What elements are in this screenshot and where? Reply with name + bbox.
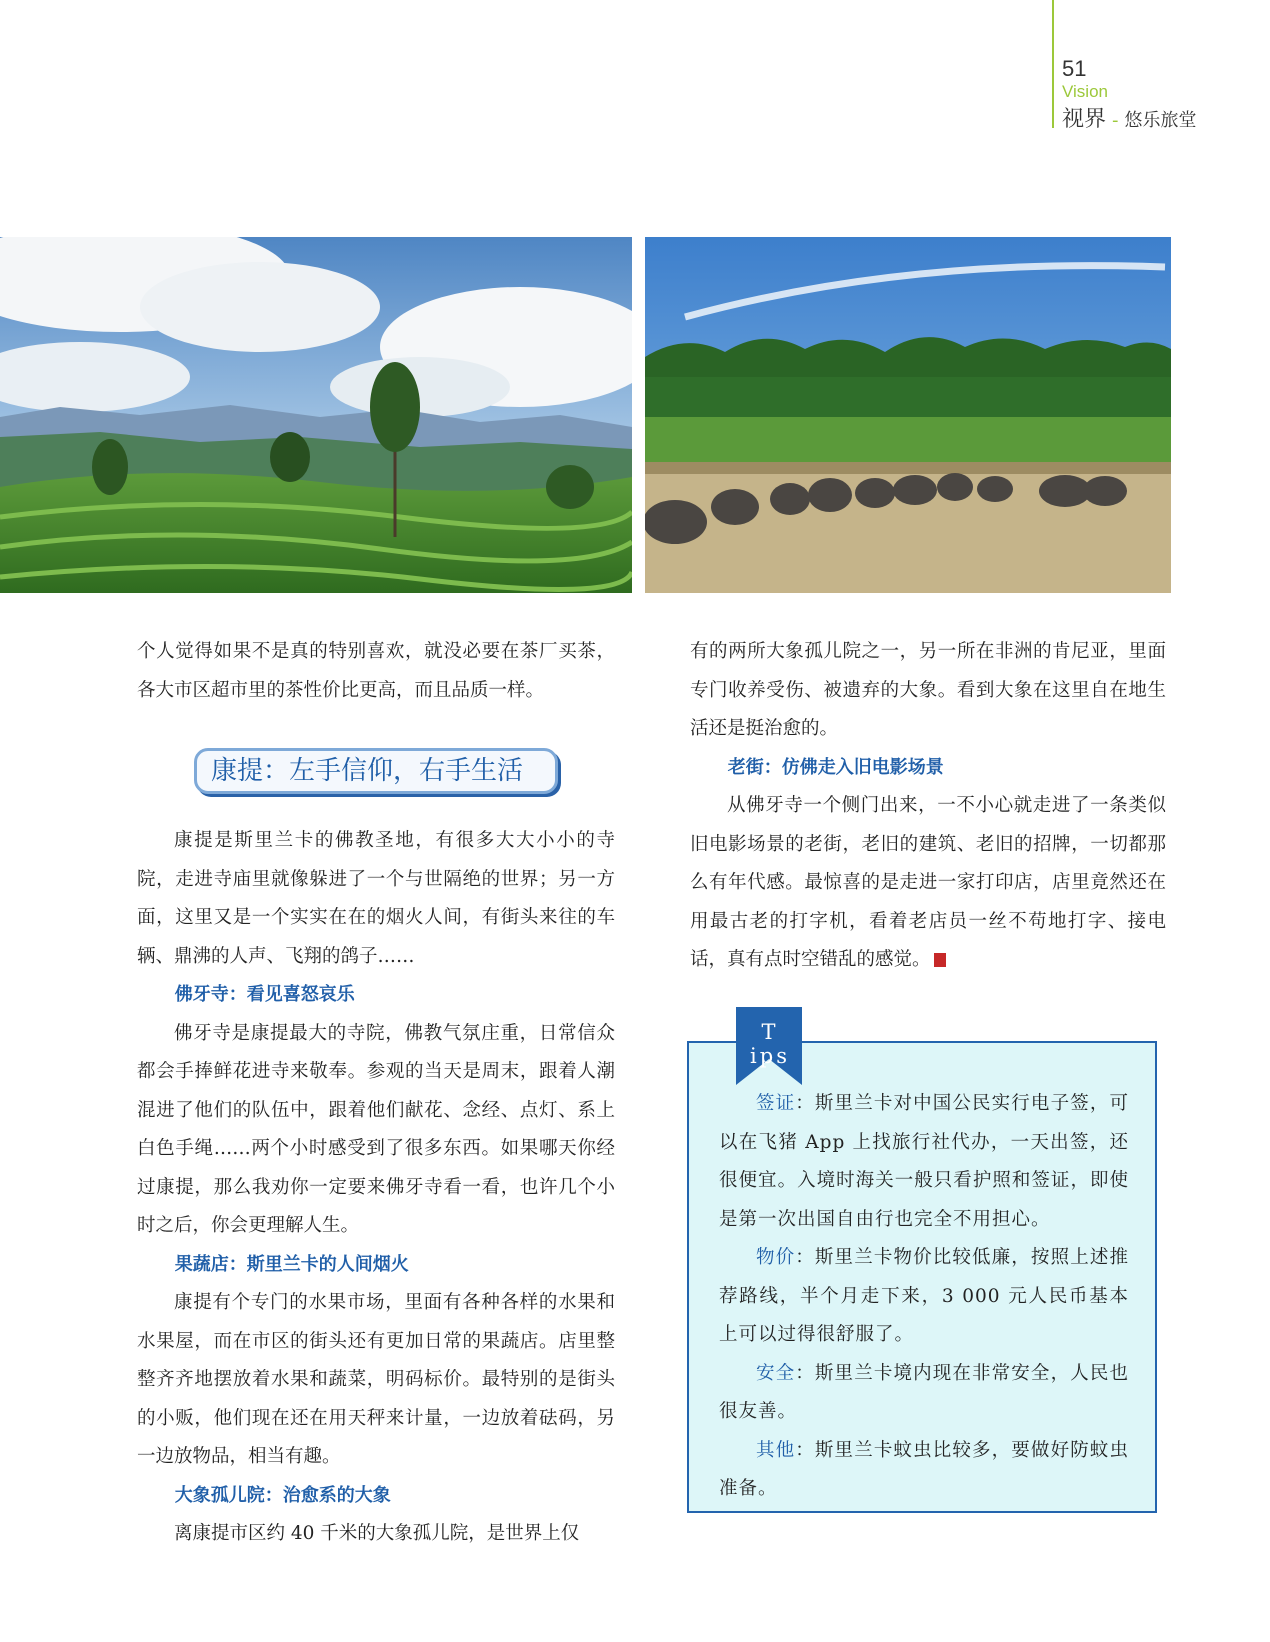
elephants-image xyxy=(645,237,1171,593)
left-column xyxy=(137,633,615,710)
fruit-shop-heading: 果蔬店：斯里兰卡的人间烟火 xyxy=(174,1253,409,1275)
section-title xyxy=(1062,102,1197,133)
intro-paragraph: 个人觉得如果不是真的特别喜欢，就没必要在茶厂买茶，各大市区超市里的茶性价比更高，而且品质一样。 xyxy=(137,641,615,701)
subsection-name: 悠乐旅堂 xyxy=(1124,110,1197,131)
section-dash: - xyxy=(1112,110,1119,131)
tip-visa-text: ：斯里兰卡对中国公民实行电子签，可以在飞猪 App 上找旅行社代办，一天出签，还很便宜。入境时海关一般只看护照和签证，即使是第一次出国自由行也完全不用担心。 xyxy=(719,1093,1129,1230)
section-name: 视界 xyxy=(1062,107,1107,132)
tea-plantation-image xyxy=(0,237,632,593)
elephants-photo xyxy=(645,237,1171,593)
tip-safety-text: ：斯里兰卡境内现在非常安全，人民也很友善。 xyxy=(719,1362,1129,1422)
temple-paragraph: 佛牙寺是康提最大的寺院，佛教气氛庄重，日常信众都会手捧鲜花进寺来敬奉。参观的当天是周末，跟着人潮混进了他们的队伍中，跟着他们献花、念经、点灯、系上白色手绳……两个小时感受到了很多东西。如果哪天你经过康提，那么我劝你一定要来佛牙寺看一看，也许几个小时之后，你会更理解人生。 xyxy=(137,1022,615,1236)
tip-visa xyxy=(719,1085,1129,1239)
right-column xyxy=(690,633,1166,980)
tip-safety-key: 安全 xyxy=(756,1362,796,1384)
tip-price-key: 物价 xyxy=(756,1247,796,1268)
tip-other-text: ：斯里兰卡蚊虫比较多，要做好防蚊虫准备。 xyxy=(719,1439,1129,1499)
tip-other-key: 其他 xyxy=(756,1439,796,1461)
temple-heading: 佛牙寺：看见喜怒哀乐 xyxy=(174,984,355,1005)
tips-content xyxy=(719,1085,1129,1509)
page-number: 51 xyxy=(1062,56,1087,81)
elephant-orphanage-paragraph: 离康提市区约 40 千米的大象孤儿院，是世界上仅 xyxy=(174,1523,580,1544)
elephant-orphanage-heading: 大象孤儿院：治愈系的大象 xyxy=(174,1484,391,1506)
end-mark-icon: s xyxy=(934,953,946,967)
kandy-banner xyxy=(194,748,558,794)
tip-price xyxy=(719,1239,1129,1355)
kandy-paragraph: 康提是斯里兰卡的佛教圣地，有很多大大小小的寺院，走进寺庙里就像躲进了一个与世隔绝的世界；另一方面，这里又是一个实实在在的烟火人间，有街头来往的车辆、鼎沸的人声、飞翔的鸽子…… xyxy=(137,830,615,967)
orphanage-continued-paragraph: 有的两所大象孤儿院之一，另一所在非洲的肯尼亚，里面专门收养受伤、被遗弃的大象。看到大象在这里自在地生活还是挺治愈的。 xyxy=(690,641,1166,739)
old-street-text: 从佛牙寺一个侧门出来，一不小心就走进了一条类似旧电影场景的老街，老旧的建筑、老旧的招牌，一切都那么有年代感。最惊喜的是走进一家打印店，店里竟然还在用最古老的打字机，看着老店员一丝不苟地打字、接电话，真有点时空错乱的感觉。 xyxy=(690,795,1166,970)
tip-other xyxy=(719,1432,1129,1509)
tip-visa-key: 签证 xyxy=(756,1093,796,1114)
kandy-banner-text: 康提：左手信仰，右手生活 xyxy=(211,756,524,786)
left-column-body xyxy=(137,822,615,1554)
tip-price-text: ：斯里兰卡物价比较低廉，按照上述推荐路线，半个月走下来，3 000 元人民币基本上可以过得很舒服了。 xyxy=(719,1247,1129,1345)
old-street-paragraph xyxy=(690,787,1166,980)
tea-plantation-photo xyxy=(0,237,632,593)
tips-label: T ips xyxy=(750,1020,790,1068)
fruit-shop-paragraph: 康提有个专门的水果市场，里面有各种各样的水果和水果屋，而在市区的街头还有更加日常的果蔬店。店里整整齐齐地摆放着水果和蔬菜，明码标价。最特别的是街头的小贩，他们现在还在用天秤来计量，一边放着砝码，另一边放物品，相当有趣。 xyxy=(137,1292,615,1467)
old-street-heading: 老街：仿佛走入旧电影场景 xyxy=(727,756,944,778)
tip-safety xyxy=(719,1355,1129,1432)
vision-label: Vision xyxy=(1062,82,1108,101)
header-divider xyxy=(1052,0,1054,128)
